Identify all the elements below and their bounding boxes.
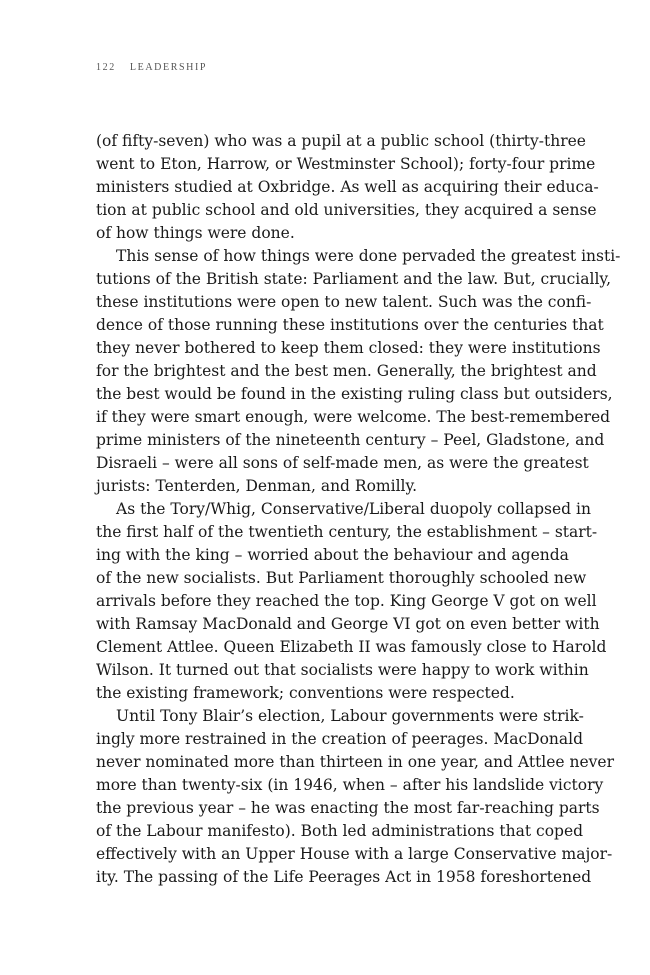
text-line: ingly more restrained in the creation of peerages. MacDonald [96, 730, 584, 748]
text-line: these institutions were open to new talent. Such was the confi- [96, 293, 592, 311]
text-line: arrivals before they reached the top. King George V got on well [96, 592, 597, 610]
paragraph-first-line: Until Tony Blair’s election, Labour governments were strik- [116, 707, 584, 725]
text-line: tion at public school and old universities, they acquired a sense [96, 201, 597, 219]
text-line: the existing framework; conventions were respected. [96, 684, 515, 702]
text-line: ing with the king – worried about the behaviour and agenda [96, 546, 569, 564]
text-line: went to Eton, Harrow, or Westminster School); forty-four prime [96, 155, 596, 173]
text-line: of the Labour manifesto). Both led administrations that coped [96, 822, 584, 840]
text-line: more than twenty-six (in 1946, when – after his landslide victory [96, 776, 604, 794]
text-line: they never bothered to keep them closed: they were institutions [96, 339, 601, 357]
text-line: (of fifty-seven) who was a pupil at a public school (thirty-three [96, 132, 586, 150]
text-line: the first half of the twentieth century, the establishment – start- [96, 523, 598, 541]
text-line: with Ramsay MacDonald and George VI got on even better with [96, 615, 600, 633]
text-line: Wilson. It turned out that socialists were happy to work within [96, 661, 589, 679]
text-line: Clement Attlee. Queen Elizabeth II was famously close to Harold [96, 638, 607, 656]
text-line: of the new socialists. But Parliament thoroughly schooled new [96, 569, 587, 587]
text-line: of how things were done. [96, 224, 295, 242]
text-line: for the brightest and the best men. Generally, the brightest and [96, 362, 597, 380]
text-line: ity. The passing of the Life Peerages Act in 1958 foreshortened [96, 868, 592, 886]
text-line: prime ministers of the nineteenth century – Peel, Gladstone, and [96, 431, 605, 449]
text-line: effectively with an Upper House with a large Conservative major- [96, 845, 613, 863]
text-line: Disraeli – were all sons of self-made men, as were the greatest [96, 454, 589, 472]
page-number: 122 [96, 62, 116, 73]
text-line: the best would be found in the existing ruling class but outsiders, [96, 385, 613, 403]
body-text [96, 130, 621, 889]
text-line: tutions of the British state: Parliament and the law. But, crucially, [96, 270, 612, 288]
text-line: the previous year – he was enacting the most far-reaching parts [96, 799, 600, 817]
text-line: if they were smart enough, were welcome. The best-remembered [96, 408, 611, 426]
paragraph-first-line: This sense of how things were done pervaded the greatest insti- [116, 247, 621, 265]
running-head-title: LEADERSHIP [129, 62, 208, 73]
text-line: ministers studied at Oxbridge. As well as acquiring their educa- [96, 178, 599, 196]
text-line: dence of those running these institutions over the centuries that [96, 316, 604, 334]
text-line: never nominated more than thirteen in one year, and Attlee never [96, 753, 615, 771]
running-head [96, 62, 207, 73]
paragraph-first-line: As the Tory/Whig, Conservative/Liberal duopoly collapsed in [116, 500, 591, 518]
text-line: jurists: Tenterden, Denman, and Romilly. [96, 477, 418, 495]
